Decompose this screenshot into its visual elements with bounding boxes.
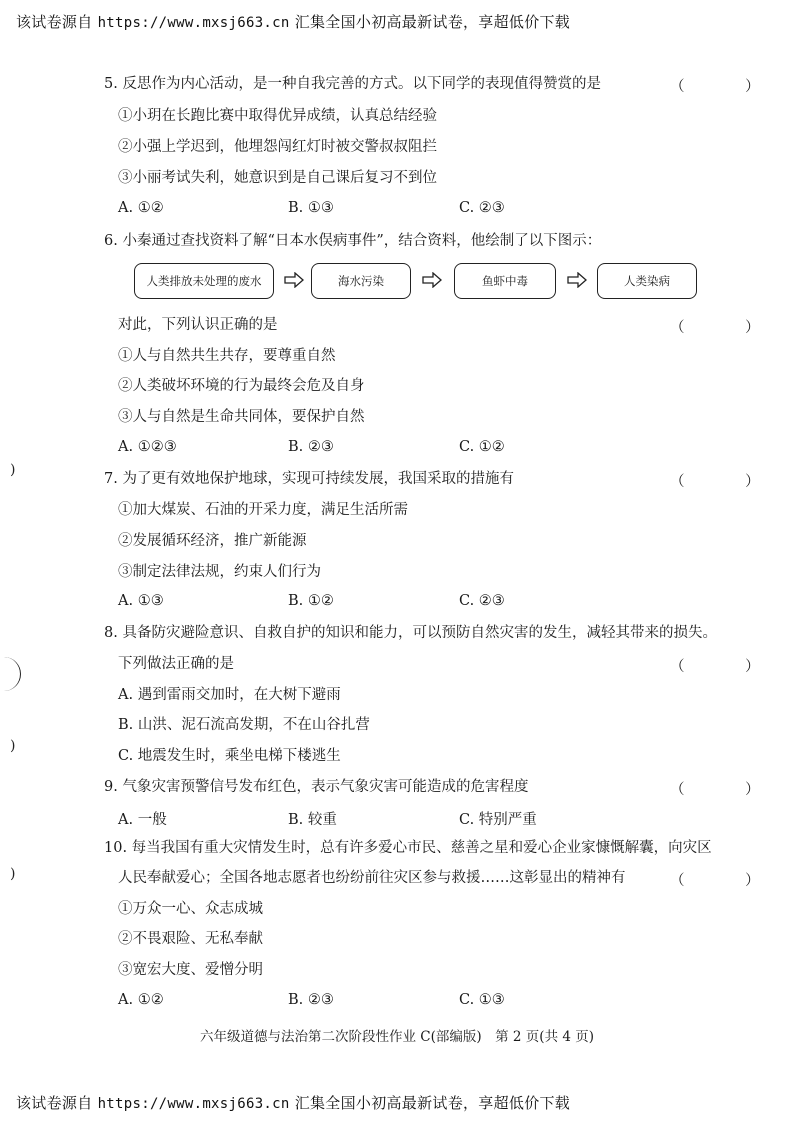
- q8-choice-b: B. 山洪、泥石流高发期，不在山谷扎营: [118, 717, 370, 733]
- q6-answer-blank: （ ）: [670, 320, 788, 336]
- banner-suffix: 汇集全国小初高最新试卷，享超低价下载: [289, 13, 571, 31]
- q10-choice-a: A. ①②: [118, 992, 164, 1008]
- flow-step-human-illness: 人类染病: [597, 263, 697, 299]
- q5-stem: 5. 反思作为内心活动，是一种自我完善的方式。以下同学的表现值得赞赏的是: [104, 76, 601, 92]
- q7-item-2: ②发展循环经济，推广新能源: [118, 533, 307, 549]
- margin-arc: [2, 657, 21, 691]
- q10-item-2: ②不畏艰险、无私奉献: [118, 931, 263, 947]
- q10-stem: 10. 每当我国有重大灾情发生时，总有许多爱心市民、慈善之星和爱心企业家慷慨解囊，向灾区: [104, 840, 712, 856]
- q6-prompt: 对此，下列认识正确的是: [118, 317, 278, 333]
- q5-choice-b: B. ①③: [288, 200, 334, 216]
- q6-stem: 6. 小秦通过查找资料了解“日本水俣病事件”，结合资料，他绘制了以下图示：: [104, 233, 602, 249]
- q5-answer-blank: （ ）: [670, 79, 788, 95]
- q10-item-1: ①万众一心、众志成城: [118, 901, 263, 917]
- q8-stem: 8. 具备防灾避险意识、自救自护的知识和能力，可以预防自然灾害的发生，减轻其带来的损失。: [104, 625, 717, 641]
- q5-item-2: ②小强上学迟到，他埋怨闯红灯时被交警叔叔阻拦: [118, 139, 437, 155]
- source-banner-top: [16, 11, 570, 32]
- q5-item-3: ③小丽考试失利，她意识到是自己课后复习不到位: [118, 170, 437, 186]
- banner-prefix: 该试卷源自: [16, 13, 98, 31]
- q6-choice-a: A. ①②③: [118, 439, 177, 455]
- q9-choice-a: A. 一般: [118, 812, 167, 828]
- q8-choice-c: C. 地震发生时，乘坐电梯下楼逃生: [118, 748, 341, 764]
- q7-stem: 7. 为了更有效地保护地球，实现可持续发展，我国采取的措施有: [104, 471, 514, 487]
- q6-item-3: ③人与自然是生命共同体，要保护自然: [118, 409, 365, 425]
- q6-item-2: ②人类破坏环境的行为最终会危及自身: [118, 378, 365, 394]
- page-footer: 六年级道德与法治第二次阶段性作业 C(部编版) 第 2 页(共 4 页): [199, 1029, 595, 1045]
- q9-answer-blank: （ ）: [670, 782, 788, 798]
- q6-choice-b: B. ②③: [288, 439, 334, 455]
- margin-mark: ): [10, 866, 16, 882]
- flow-step-fish-poisoned: 鱼虾中毒: [454, 263, 556, 299]
- q9-stem: 9. 气象灾害预警信号发布红色，表示气象灾害可能造成的危害程度: [104, 779, 529, 795]
- q9-choice-c: C. 特别严重: [459, 812, 537, 828]
- q7-choice-b: B. ①②: [288, 593, 334, 609]
- banner-url[interactable]: https://www.mxsj663.cn: [97, 1096, 290, 1112]
- q5-choice-c: C. ②③: [459, 200, 505, 216]
- banner-suffix: 汇集全国小初高最新试卷，享超低价下载: [289, 1094, 571, 1112]
- q10-choice-c: C. ①③: [459, 992, 505, 1008]
- flow-step-sea-pollution: 海水污染: [311, 263, 411, 299]
- banner-prefix: 该试卷源自: [16, 1094, 98, 1112]
- q10-stem-continued: 人民奉献爱心；全国各地志愿者也纷纷前往灾区参与救援……这彰显出的精神有: [118, 870, 626, 886]
- flow-step-wastewater: 人类排放未处理的废水: [134, 263, 274, 299]
- q5-item-1: ①小玥在长跑比赛中取得优异成绩，认真总结经验: [118, 108, 437, 124]
- q5-choice-a: A. ①②: [118, 200, 164, 216]
- q7-item-3: ③制定法律法规，约束人们行为: [118, 564, 321, 580]
- q10-item-3: ③宽宏大度、爱憎分明: [118, 962, 263, 978]
- source-banner-bottom: [16, 1092, 570, 1113]
- flow-arrow-icon: [284, 272, 304, 288]
- margin-mark: ): [10, 462, 16, 478]
- q7-answer-blank: （ ）: [670, 474, 788, 490]
- q10-answer-blank: （ ）: [670, 873, 788, 889]
- q10-choice-b: B. ②③: [288, 992, 334, 1008]
- margin-mark: ): [10, 738, 16, 754]
- q8-prompt: 下列做法正确的是: [118, 656, 234, 672]
- q9-choice-b: B. 较重: [288, 812, 337, 828]
- q6-item-1: ①人与自然共生共存，要尊重自然: [118, 348, 336, 364]
- q8-answer-blank: （ ）: [670, 659, 788, 675]
- banner-url[interactable]: https://www.mxsj663.cn: [97, 15, 290, 31]
- q7-choice-a: A. ①③: [118, 593, 164, 609]
- q6-choice-c: C. ①②: [459, 439, 505, 455]
- q7-item-1: ①加大煤炭、石油的开采力度，满足生活所需: [118, 502, 408, 518]
- q8-choice-a: A. 遇到雷雨交加时，在大树下避雨: [118, 687, 341, 703]
- flow-arrow-icon: [422, 272, 442, 288]
- flow-arrow-icon: [567, 272, 587, 288]
- q7-choice-c: C. ②③: [459, 593, 505, 609]
